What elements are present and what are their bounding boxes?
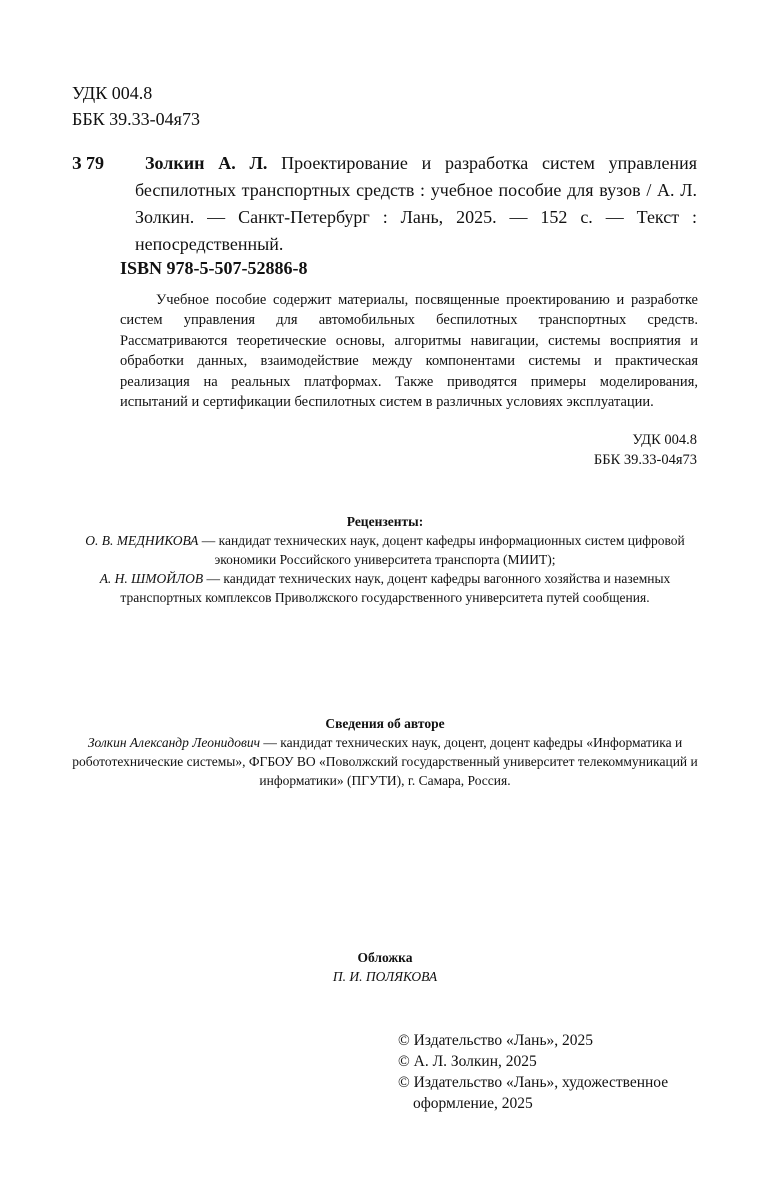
author-full-name: Золкин Александр Леонидович: [87, 735, 261, 750]
reviewers-title: Рецензенты:: [346, 514, 424, 529]
annotation-udk: УДК 004.8: [632, 432, 697, 448]
cover-designer: П. И. ПОЛЯКОВА: [332, 969, 438, 984]
reviewer-desc: — кандидат технических наук, доцент кафедры информационных систем цифровой экономики Российского университета транспорта (МИИТ);: [198, 533, 685, 567]
copyright-line: © А. Л. Золкин, 2025: [398, 1053, 537, 1070]
annotation-text: Учебное пособие содержит материалы, посвященные проектированию и разработке систем управления для автомобильных беспилотных транспортных средств. Рассматриваются теоретические основы, алгоритмы навигации, системы восприятия и обработки данных, взаимодействие между компонентами системы и практическая реализация на реальных платформах. Также приводятся примеры моделирования, испытаний и сертификации беспилотных систем в различных условиях эксплуатации.: [120, 292, 698, 411]
bbk-code: ББК 39.33-04я73: [72, 109, 200, 129]
annotation-bbk: ББК 39.33-04я73: [593, 452, 697, 468]
reviewer-name: О. В. МЕДНИКОВА: [85, 533, 199, 548]
copyright-block: [398, 1030, 668, 1114]
author-info-entry: [60, 733, 710, 790]
bibliographic-description: Проектирование и разработка систем управления беспилотных транспортных средств : учебное пособие для вузов / А. Л. Золкин. — Санкт-Петербург : Лань, 2025. — 152 с. — Текст : непосредственный.: [135, 153, 698, 254]
isbn: ISBN 978-5-507-52886-8: [120, 258, 308, 278]
bibliographic-record: [135, 150, 697, 258]
annotation-classification: [594, 430, 697, 470]
author-info-title: Сведения об авторе: [325, 716, 445, 731]
copyright-line: © Издательство «Лань», художественное: [398, 1074, 669, 1091]
author-name: Золкин А. Л.: [145, 153, 268, 173]
cover-block: [60, 948, 710, 986]
reviewer-entry: [60, 531, 710, 569]
reviewer-name: А. Н. ШМОЙЛОВ: [99, 571, 204, 586]
reviewer-desc: — кандидат технических наук, доцент кафедры вагонного хозяйства и наземных транспортных комплексов Приволжского государственного университета путей сообщения.: [120, 571, 671, 605]
header-classification: [72, 80, 200, 132]
cover-title: Обложка: [357, 950, 413, 965]
udk-code: УДК 004.8: [72, 83, 153, 103]
copyright-line: © Издательство «Лань», 2025: [398, 1032, 594, 1049]
author-mark: З 79: [72, 153, 105, 173]
copyright-line: оформление, 2025: [413, 1095, 533, 1112]
author-desc: — кандидат технических наук, доцент, доцент кафедры «Информатика и робототехнические системы», ФГБОУ ВО «Поволжский государственный университет телекоммуникаций и информатики» (ПГУТИ), г. Самара, Россия.: [72, 735, 698, 788]
reviewers-block: [60, 512, 710, 607]
author-info-block: [60, 714, 710, 790]
reviewer-entry: [60, 569, 710, 607]
